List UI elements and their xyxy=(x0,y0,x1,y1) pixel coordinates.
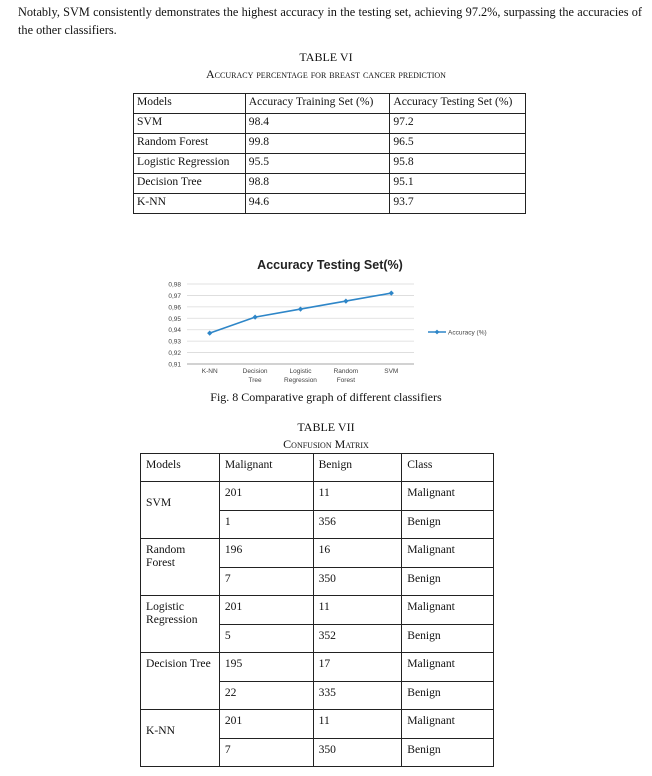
table-cell: Malignant xyxy=(402,653,494,682)
table-cell: 94.6 xyxy=(245,194,390,214)
table-cell: 96.5 xyxy=(390,134,526,154)
data-point xyxy=(298,307,303,312)
table-cell: Logistic Regression xyxy=(134,154,246,174)
y-tick-label: 0,95 xyxy=(168,315,181,323)
table-cell: K-NN xyxy=(134,194,246,214)
table-cell: Malignant xyxy=(402,710,494,739)
legend-marker xyxy=(435,330,440,335)
y-tick-label: 0,91 xyxy=(168,361,181,369)
table-cell: 335 xyxy=(313,682,402,710)
confusion-matrix-table xyxy=(140,453,494,767)
y-tick-label: 0,93 xyxy=(168,338,181,346)
legend-label: Accuracy (%) xyxy=(448,329,487,337)
chart-title: Accuracy Testing Set(%) xyxy=(257,258,403,272)
table-cell: 99.8 xyxy=(245,134,390,154)
header-cell: Models xyxy=(141,454,220,482)
data-point xyxy=(389,291,394,296)
table-cell: 201 xyxy=(219,596,313,625)
header-cell: Accuracy Training Set (%) xyxy=(245,94,390,114)
data-point xyxy=(207,331,212,336)
model-cell: Logistic Regression xyxy=(141,596,220,653)
chart-svg xyxy=(160,252,500,390)
table-row xyxy=(141,653,494,682)
table-row xyxy=(141,539,494,568)
table-cell: 93.7 xyxy=(390,194,526,214)
table-cell: 11 xyxy=(313,482,402,511)
table-cell: 350 xyxy=(313,739,402,767)
y-tick-label: 0,98 xyxy=(168,281,181,289)
table-cell: 350 xyxy=(313,568,402,596)
table-cell: 11 xyxy=(313,596,402,625)
table-cell: 195 xyxy=(219,653,313,682)
x-tick-label: Decision xyxy=(242,368,268,375)
table7-subtitle: Confusion Matrix xyxy=(283,437,369,451)
header-cell: Models xyxy=(134,94,246,114)
table-cell: 22 xyxy=(219,682,313,710)
y-tick-label: 0,97 xyxy=(168,292,181,300)
table-cell: Malignant xyxy=(402,482,494,511)
table-cell: 7 xyxy=(219,568,313,596)
y-tick-label: 0,94 xyxy=(168,327,181,335)
data-point xyxy=(343,299,348,304)
intro-paragraph: Notably, SVM consistently demonstrates the highest accuracy in the testing set, achieving 97.2%, surpassing the accuracies of the other classifiers. xyxy=(18,5,642,37)
accuracy-line-chart xyxy=(160,252,500,390)
table-row xyxy=(134,134,526,154)
model-cell: Random Forest xyxy=(141,539,220,596)
table-cell: 16 xyxy=(313,539,402,568)
table-cell: 97.2 xyxy=(390,114,526,134)
model-cell: Decision Tree xyxy=(141,653,220,710)
table-cell: Malignant xyxy=(402,596,494,625)
header-cell: Accuracy Testing Set (%) xyxy=(390,94,526,114)
table-cell: 98.8 xyxy=(245,174,390,194)
table6-title: TABLE VI xyxy=(299,50,353,64)
table-row xyxy=(134,194,526,214)
table-cell: Random Forest xyxy=(134,134,246,154)
table-cell: 201 xyxy=(219,710,313,739)
table-row xyxy=(141,596,494,625)
x-tick-label: SVM xyxy=(384,368,399,375)
x-tick-label: K-NN xyxy=(201,368,218,375)
figure-caption: Fig. 8 Comparative graph of different classifiers xyxy=(210,390,442,404)
table-cell: Benign xyxy=(402,739,494,767)
header-cell: Malignant xyxy=(219,454,313,482)
table-cell: 356 xyxy=(313,511,402,539)
table-cell: 201 xyxy=(219,482,313,511)
table-cell: 17 xyxy=(313,653,402,682)
table-row xyxy=(134,154,526,174)
y-tick-label: 0,96 xyxy=(168,304,181,312)
table-cell: 352 xyxy=(313,625,402,653)
table6-subtitle: Accuracy percentage for breast cancer prediction xyxy=(206,67,446,81)
x-tick-label: Tree xyxy=(248,377,262,384)
table-header-row xyxy=(141,454,494,482)
table-cell: Benign xyxy=(402,568,494,596)
x-tick-label: Random xyxy=(333,368,359,375)
table-row xyxy=(134,174,526,194)
table-cell: 95.5 xyxy=(245,154,390,174)
table-cell: Benign xyxy=(402,625,494,653)
table-cell: SVM xyxy=(134,114,246,134)
table-cell: 11 xyxy=(313,710,402,739)
model-cell: K-NN xyxy=(141,710,220,767)
table-cell: Benign xyxy=(402,682,494,710)
table-cell: 98.4 xyxy=(245,114,390,134)
table-cell: 5 xyxy=(219,625,313,653)
data-point xyxy=(253,315,258,320)
x-tick-label: Forest xyxy=(336,377,356,384)
table-cell: Benign xyxy=(402,511,494,539)
table-cell: Malignant xyxy=(402,539,494,568)
table-cell: 196 xyxy=(219,539,313,568)
table-cell: 7 xyxy=(219,739,313,767)
table-row xyxy=(141,482,494,511)
table-row xyxy=(141,710,494,739)
table-header-row xyxy=(134,94,526,114)
accuracy-table xyxy=(133,93,526,214)
x-tick-label: Logistic xyxy=(289,368,312,375)
table-cell: Decision Tree xyxy=(134,174,246,194)
header-cell: Class xyxy=(402,454,494,482)
table-cell: 95.8 xyxy=(390,154,526,174)
header-cell: Benign xyxy=(313,454,402,482)
table-cell: 1 xyxy=(219,511,313,539)
series-line xyxy=(210,293,392,333)
x-tick-label: Regression xyxy=(284,377,317,384)
model-cell: SVM xyxy=(141,482,220,539)
table7-title: TABLE VII xyxy=(297,420,355,434)
table-row xyxy=(134,114,526,134)
y-tick-label: 0,92 xyxy=(168,350,181,358)
table-cell: 95.1 xyxy=(390,174,526,194)
